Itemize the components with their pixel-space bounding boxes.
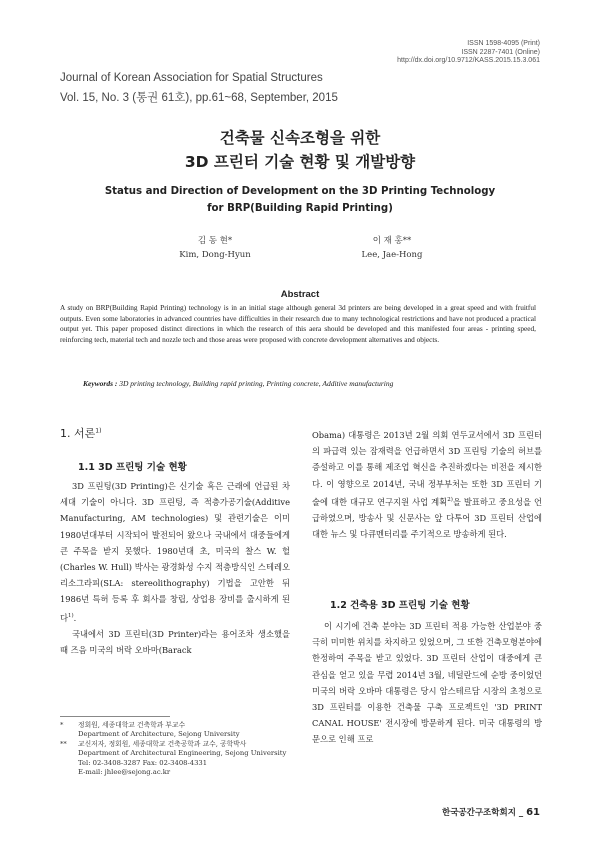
- section-1-footnote-ref: 1): [95, 427, 102, 435]
- author-1-name-ko: 김 동 현*: [197, 236, 233, 246]
- right-paragraph-1-end: 을 발표하고 중요성을 언급하였으며, 방송사 및 신문사는 앞 다투어 3D 프린터 산업에 대한 뉴스 및 다큐멘터리를 주기적으로 방송하게 된다.: [312, 496, 542, 539]
- right-paragraph-1: [312, 427, 542, 542]
- left-column-text: [60, 478, 290, 658]
- abstract-heading: Abstract: [280, 289, 320, 300]
- author-2: [312, 234, 472, 260]
- page-number: 61: [526, 807, 540, 818]
- keywords-label: Keywords :: [83, 379, 118, 388]
- subsection-1-1-heading: 1.1 3D 프린팅 기술 현황: [78, 462, 187, 473]
- footer-journal-name: 한국공간구조학회지: [442, 808, 516, 818]
- author-1: [135, 234, 295, 260]
- right-paragraph-2: 이 시기에 건축 분야는 3D 프린터 적용 가능한 산업분야 중 극히 미미한 위치를 차지하고 있었으며, 그 또한 건축모형분야에 한정하여 주목을 받고 있었다. 3D 프린터 산업이 대중에게 큰 관심을 얻고 있을 무렵 2014년 3월, 네덜란드에 순방 중이었던 미국의 버락 오바마 대통령은 당시 암스테르담 시장의 초청으로 3D 프린터를 이용한 건축물 구축 프로젝트인 '3D PRINT CANAL HOUSE' 전시장에 방문하게 된다. 미국 대통령의 방문으로 인해 프로: [312, 621, 542, 745]
- author-2-name-en: Lee, Jae-Hong: [361, 250, 423, 260]
- title-english-line2: for BRP(Building Rapid Printing): [207, 203, 393, 214]
- left-paragraph-1: 3D 프린팅(3D Printing)은 신기술 혹은 근래에 언급된 차세대 기술이 아니다. 3D 프린팅, 즉 적층가공기술(Additive Manufacturing, AM technologies) 및 관련기술은 이미 1980년대부터 시작되어 발전되어 왔으나 국내에서 대중들에게 큰 주목을 받지 못했다. 1980년대 초, 미국의 찰스 W. 헐(Charles W. Hull) 박사는 광경화성 수지 적층방식인 스테레오리소그라피(SLA: stereolithography) 기법을 고안한 뒤 1986년 특허 등록 후 회사를 창립, 상업용 장비를 출시하게 된다$^{1)}$.: [60, 481, 290, 623]
- title-english-line1: Status and Direction of Development on the 3D Printing Technology: [104, 186, 496, 197]
- footnote-1-mark: *: [60, 721, 64, 729]
- keywords-list: 3D printing technology, Building rapid printing, Printing concrete, Additive manufacturing: [119, 379, 394, 388]
- issn-print: ISSN 1598-4095 (Print): [467, 40, 540, 47]
- doi-link[interactable]: http://dx.doi.org/10.9712/KASS.2015.15.3.061: [397, 57, 540, 64]
- right-column-text-bottom: [312, 618, 542, 748]
- title-korean-line2: 3D 프린터 기술 현황 및 개발방향: [184, 153, 416, 171]
- abstract-text: A study on BRP(Building Rapid Printing) technology is in an initial stage although general 3d printers are being developed in a great speed and with fruitful outputs. Even some laboratories in advanced countries have difficulties in their research due to many technological restrictions and have not produced a practical output yet. This paper proposed distinct directions in which the research of this aera should be developed and this manifested four areas - printing speed, reinforcing tech, material tech and nozzle tech and those areas were proposed with concrete development alternatives and objects.: [60, 303, 536, 344]
- footnote-rule: [60, 716, 170, 717]
- footer-separator: _: [515, 808, 527, 818]
- issn-block: [397, 40, 540, 66]
- footnote-2-mark: **: [60, 739, 67, 748]
- page-footer: [442, 806, 540, 818]
- footnote-2-line1: 교신저자, 정회원, 세종대학교 건축공학과 교수, 공학박사: [78, 739, 247, 748]
- footnote-1-line1: 정회원, 세종대학교 건축학과 부교수: [78, 721, 186, 729]
- footnote-2-email[interactable]: E-mail: jhlee@sejong.ac.kr: [78, 768, 171, 777]
- footnote-ref-2: 2): [447, 496, 453, 503]
- section-1-heading-text: 1. 서론: [60, 427, 96, 440]
- title-korean-line1: 건축물 신속조형을 위한: [219, 129, 381, 147]
- author-1-name-en: Kim, Dong-Hyun: [179, 250, 251, 260]
- footnotes: [60, 721, 300, 777]
- left-paragraph-1-text: 3D 프린팅(3D Printing)은 신기술 혹은 근래에 언급된 차세대 기술이 아니다. 3D 프린팅, 즉 적층가공기술(Additive Manufacturing, AM technologies) 및 관련기술은 이미 1980년대부터 시작되어 발전되어 왔으나 국내에서 대중들에게 큰 주목을 받지 못했다. 1980년대 초, 미국의 찰스 W. 헐(Charles W. Hull) 박사는 광경화성 수지 적층방식인 스테레오리소그라피(SLA: stereolithography) 기법을 고안한 뒤 1986년 특허 등록 후 회사를 창립, 상업용 장비를 출시하게 된다: [60, 481, 290, 623]
- keywords: [83, 379, 543, 388]
- journal-issue: Vol. 15, No. 3 (통권 61호), pp.61~68, September, 2015: [60, 92, 338, 104]
- footnote-ref-1: 1): [68, 612, 74, 619]
- right-column-text-top: [312, 427, 542, 542]
- left-paragraph-2: 국내에서 3D 프린터(3D Printer)라는 용어조차 생소했을 때 즈음 미국의 버락 오바마(Barack: [60, 628, 290, 655]
- footnote-2-line3: Tel: 02-3408-3287 Fax: 02-3408-4331: [78, 758, 208, 767]
- right-paragraph-1-text: Obama) 대통령은 2013년 2월 의회 연두교서에서 3D 프린터의 파급력 있는 잠재력을 언급하면서 3D 프린팅 기술의 허브를 증설하고 이를 통해 제조업 혁신을 추진하겠다는 비전을 제시한다. 이 영향으로 2014년, 국내 정부부처는 또한 3D 프린터 기술에 대한 대규모 연구지원 사업 계획: [312, 430, 542, 507]
- issn-online: ISSN 2287-7401 (Online): [461, 48, 540, 56]
- footnote-1: [60, 721, 300, 740]
- section-1-heading: [60, 425, 101, 441]
- subsection-1-2-heading: 1.2 건축용 3D 프린팅 기술 현황: [330, 600, 470, 611]
- footnote-2: [60, 740, 300, 778]
- footnote-1-line2: Department of Architecture, Sejong University: [78, 730, 240, 739]
- journal-name: Journal of Korean Association for Spatial Structures: [60, 72, 323, 84]
- author-2-name-ko: 이 재 홍**: [372, 236, 412, 246]
- footnote-2-line2: Department of Architectural Engineering, Sejong University: [78, 749, 287, 758]
